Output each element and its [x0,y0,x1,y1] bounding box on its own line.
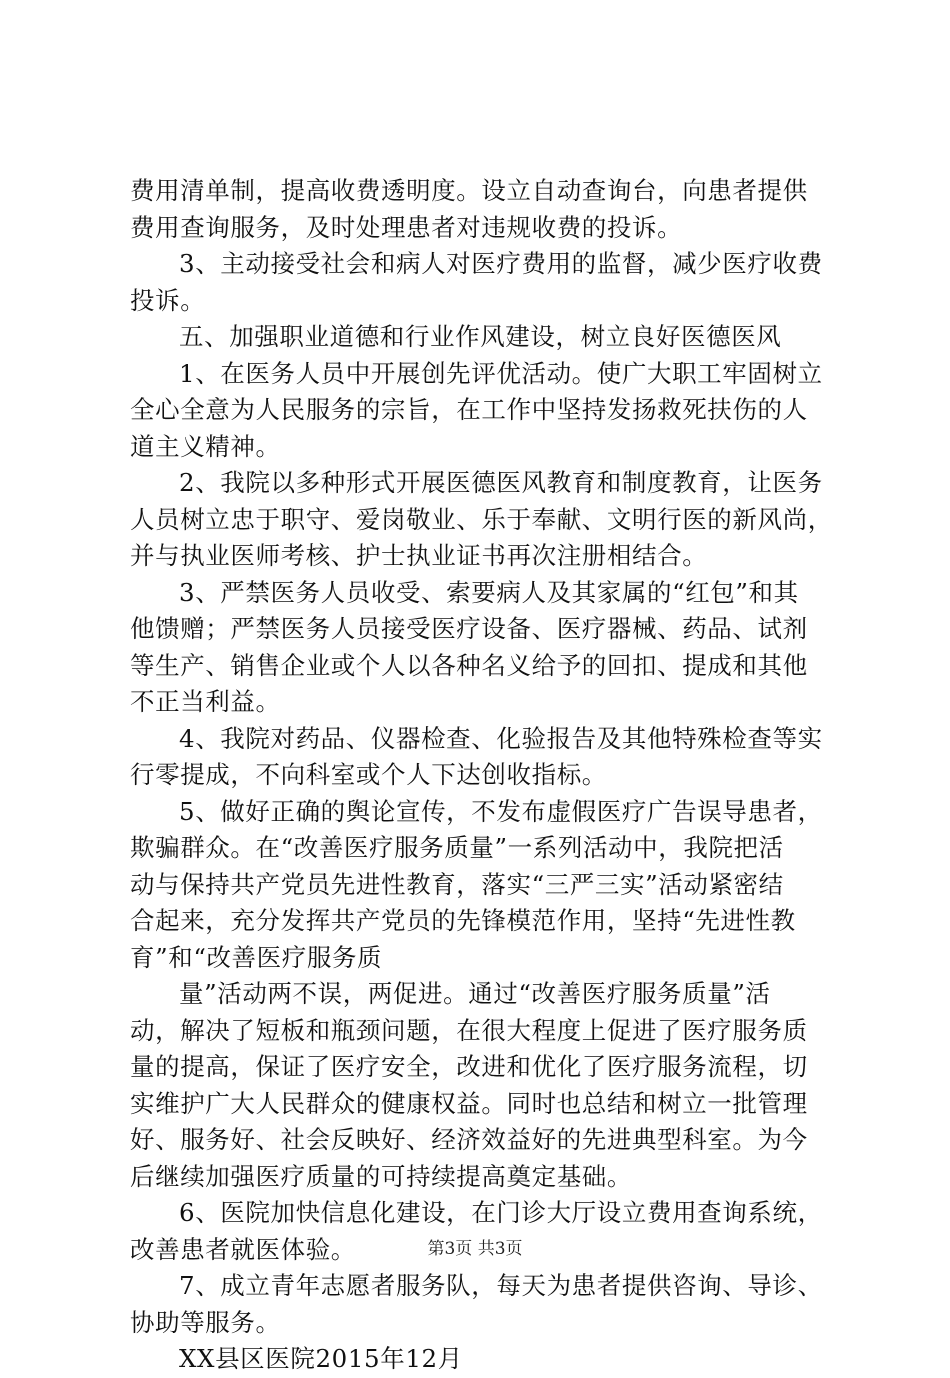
text-line: 费用清单制，提高收费透明度。设立自动查询台，向患者提供 [130,176,808,205]
text-line: 量”活动两不误，两促进。通过“改善医疗服务质量”活 [179,979,771,1008]
text-line: 协助等服务。 [130,1307,281,1337]
text-line: 五、加强职业道德和行业作风建设，树立良好医德医风 [179,322,782,351]
text-line: 投诉。 [130,285,206,315]
text-line: 改善患者就医体验。 [130,1234,356,1264]
text-line: 动与保持共产党员先进性教育，落实“三严三实”活动紧密结 [130,869,784,899]
text-line: 费用查询服务，及时处理患者对违规收费的投诉。 [130,212,683,242]
text-line: 人员树立忠于职守、爱岗敬业、乐于奉献、文明行医的新风尚， [130,504,833,534]
text-line: 3、主动接受社会和病人对医疗费用的监督，减少医疗收费 [179,249,823,278]
text-line: 不正当利益。 [130,687,281,716]
text-line: XX县区医院2015年12月 [179,1344,463,1373]
text-line: 3、严禁医务人员收受、索要病人及其家属的“红包”和其 [179,577,799,607]
text-line: 后继续加强医疗质量的可持续提高奠定基础。 [130,1161,632,1191]
text-line: 7、成立青年志愿者服务队，每天为患者提供咨询、导诊、 [179,1271,823,1300]
text-line: 行零提成，不向科室或个人下达创收指标。 [130,760,607,789]
text-line: 合起来，充分发挥共产党员的先锋模范作用，坚持“先进性教 [130,906,796,935]
text-line: 全心全意为人民服务的宗旨，在工作中坚持发扬救死扶伤的人 [130,395,808,424]
text-line: 育”和“改善医疗服务质 [130,942,383,972]
text-line: 1、在医务人员中开展创先评优活动。使广大职工牢固树立 [179,358,823,388]
text-line: 并与执业医师考核、护士执业证书再次注册相结合。 [130,541,708,570]
text-line: 4、我院对药品、仪器检查、化验报告及其他特殊检查等实 [179,723,823,753]
text-line: 等生产、销售企业或个人以各种名义给予的回扣、提成和其他 [130,650,808,680]
text-line: 欺骗群众。在“改善医疗服务质量”一系列活动中，我院把活 [130,833,784,862]
text-line: 2、我院以多种形式开展医德医风教育和制度教育，让医务 [179,468,823,497]
text-line: 量的提高，保证了医疗安全，改进和优化了医疗服务流程，切 [130,1052,808,1081]
text-line: 5、做好正确的舆论宣传，不发布虚假医疗广告误导患者， [179,796,823,826]
text-line: 实维护广大人民群众的健康权益。同时也总结和树立一批管理 [130,1088,808,1118]
page-footer: 第3页 共3页 [427,1239,523,1259]
text-line: 动，解决了短板和瓶颈问题，在很大程度上促进了医疗服务质 [130,1015,808,1045]
document-body [130,173,833,1378]
text-line: 他馈赠；严禁医务人员接受医疗设备、医疗器械、药品、试剂 [130,614,808,643]
text-line: 道主义精神。 [130,431,281,461]
text-line: 6、医院加快信息化建设，在门诊大厅设立费用查询系统， [179,1198,823,1227]
text-line: 好、服务好、社会反映好、经济效益好的先进典型科室。为今 [130,1125,808,1154]
